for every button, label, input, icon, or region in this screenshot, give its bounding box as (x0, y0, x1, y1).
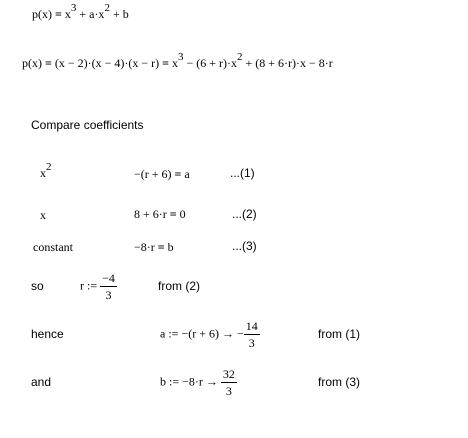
row-x-lhs: 8 + 6·r (134, 207, 167, 221)
b-denominator: 3 (225, 384, 232, 398)
eq1-term-ax: + a·x (76, 7, 105, 21)
b-arrow: → (205, 374, 218, 389)
so-from: from (2) (158, 279, 200, 293)
b-fraction (221, 368, 237, 397)
row-constant-label: constant (33, 240, 73, 254)
r-assign-op: := (87, 278, 98, 293)
r-fraction (100, 272, 117, 301)
row-x2-equation (134, 167, 190, 182)
eq2-term-rest: + (8 + 6·r)·x − 8·r (242, 56, 333, 70)
b-assignment (160, 368, 237, 397)
eq1-exp-3: 3 (70, 2, 77, 14)
eq2-equals-2: = (162, 56, 169, 70)
compare-heading: Compare coefficients (31, 118, 144, 132)
a-assign-op: := (168, 326, 179, 341)
eq2-exp-2: 2 (237, 51, 243, 63)
row-x2-exp: 2 (46, 161, 52, 173)
eq2-factors: (x − 2)·(x − 4)·(x − r) (51, 56, 163, 70)
and-from: from (3) (318, 375, 360, 389)
equation-p-factored (22, 51, 333, 71)
row-constant-lhs: −8·r (134, 240, 155, 254)
row-x-equation (134, 207, 186, 222)
eq1-term-b: + b (109, 7, 129, 21)
row-x-label: x (40, 208, 46, 222)
b-expression: −8·r (182, 374, 203, 389)
a-denominator: 3 (248, 336, 255, 350)
row-constant-equals: = (157, 240, 165, 254)
row-x2-var: x (40, 166, 46, 180)
row-x-rhs: 0 (176, 207, 186, 221)
row-x2-ref: ...(1) (230, 166, 255, 180)
eq2-term-x2: − (6 + r)·x (183, 56, 237, 70)
a-expression: −(r + 6) (181, 326, 219, 341)
equation-p-definition (32, 2, 129, 22)
row-constant-ref: ...(3) (232, 239, 257, 253)
a-assignment (160, 320, 260, 349)
row-x-ref: ...(2) (232, 207, 257, 221)
a-var: a (160, 326, 166, 341)
row-constant-rhs: b (164, 240, 174, 254)
so-word: so (31, 279, 44, 293)
eq1-equals: = (55, 7, 62, 21)
eq2-exp-3: 3 (177, 51, 184, 63)
eq1-exp-2: 2 (104, 2, 110, 14)
eq2-term-x: x (168, 56, 178, 70)
row-x2-equals: = (174, 167, 182, 181)
row-x2-rhs: a (181, 167, 190, 181)
b-assign-op: := (169, 374, 180, 389)
eq2-lhs: p(x) (22, 56, 42, 70)
row-x2-label (40, 161, 52, 181)
a-numerator: 14 (245, 319, 258, 333)
eq1-lhs: p(x) (32, 7, 52, 21)
a-fraction (244, 320, 260, 349)
a-sign: − (236, 326, 244, 341)
b-var: b (160, 374, 166, 389)
r-numerator: −4 (102, 271, 115, 285)
row-constant-equation (134, 240, 174, 255)
r-var: r (80, 278, 84, 293)
hence-from: from (1) (318, 327, 360, 341)
and-word: and (31, 375, 52, 389)
r-assignment (80, 272, 117, 301)
hence-word: hence (31, 327, 64, 341)
r-denominator: 3 (105, 288, 112, 302)
b-numerator: 32 (222, 367, 235, 381)
row-x2-lhs: −(r + 6) (134, 167, 172, 181)
eq1-term-x: x (64, 7, 71, 21)
row-x-equals: = (169, 207, 177, 221)
a-arrow: → (221, 326, 234, 341)
eq2-equals-1: = (45, 56, 52, 70)
